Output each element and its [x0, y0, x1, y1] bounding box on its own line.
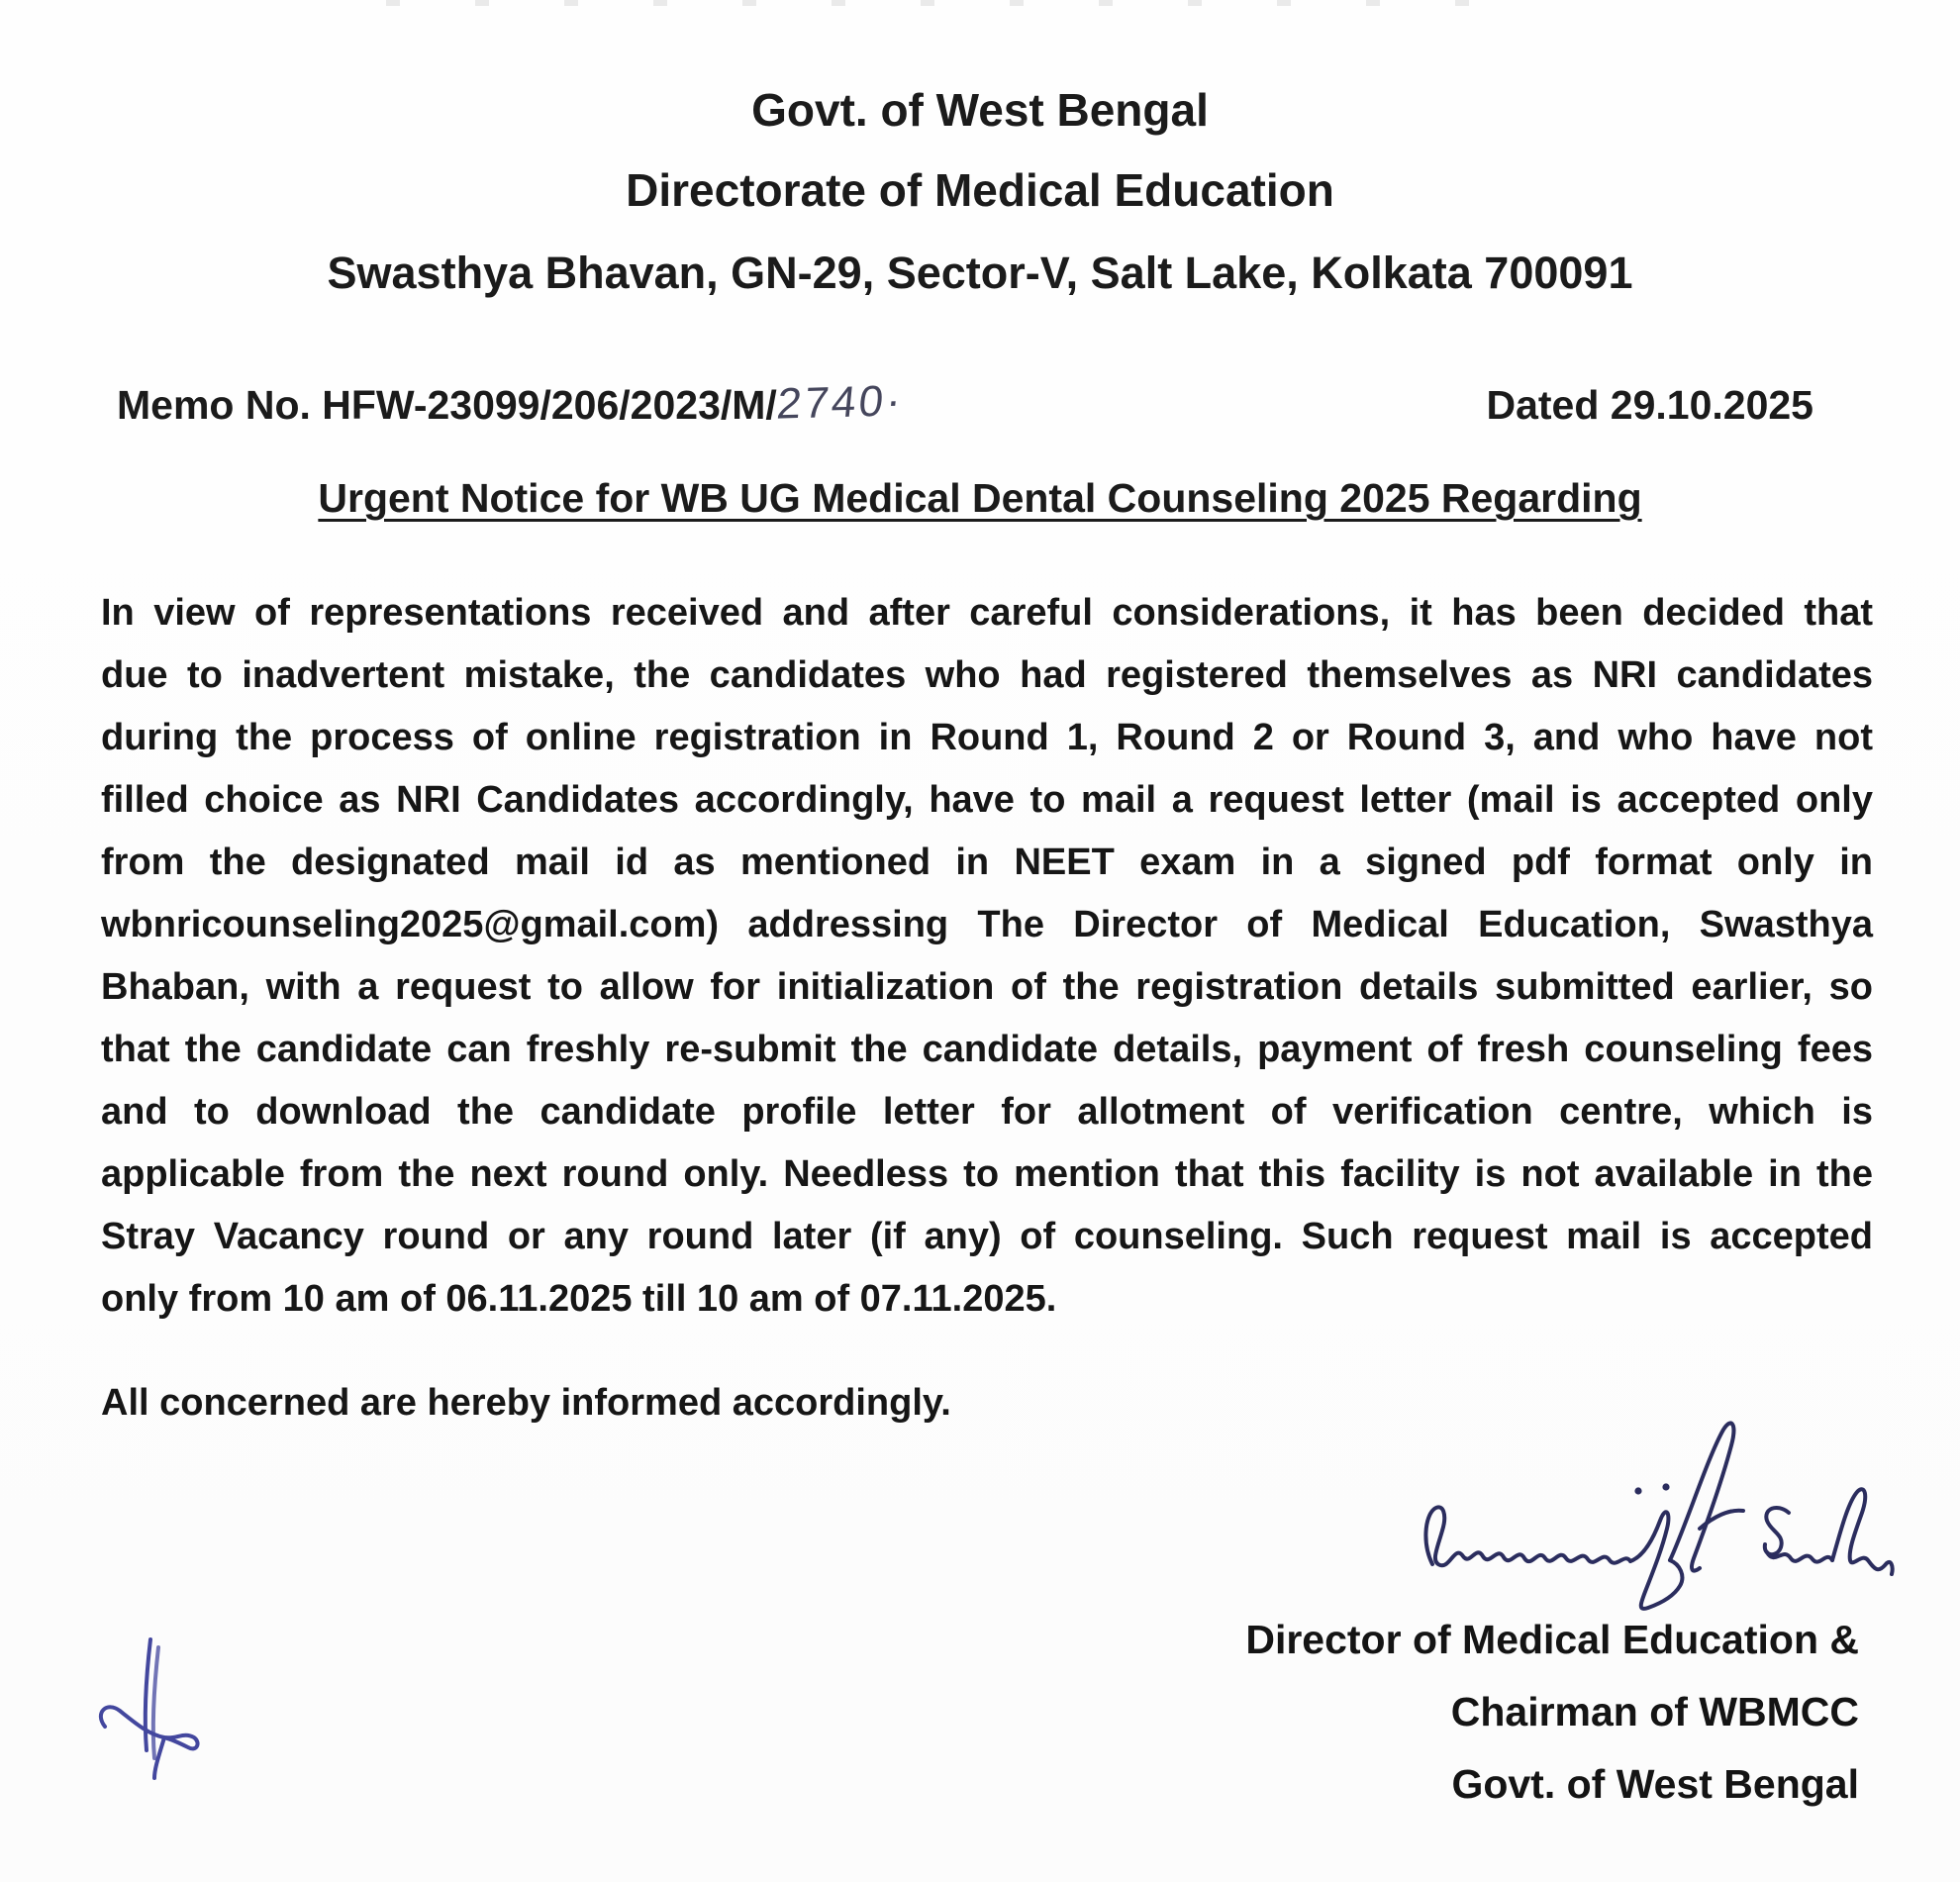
department-name: Directorate of Medical Education	[626, 164, 1334, 216]
signatory-designation: Director of Medical Education &	[1245, 1617, 1859, 1662]
notice-title: Urgent Notice for WB UG Medical Dental Counseling 2025 Regarding	[318, 475, 1642, 521]
initial-mark	[89, 1632, 218, 1790]
scan-crop-artifact	[386, 0, 1475, 6]
notice-body-line: Bhaban, with a request to allow for initialization of the registration details submitted earlier, so	[101, 966, 1873, 1008]
notice-body-line: applicable from the next round only. Needless to mention that this facility is not available in the	[101, 1153, 1873, 1195]
notice-body-line: Stray Vacancy round or any round later (if any) of counseling. Such request mail is accepted	[101, 1216, 1873, 1257]
memo-row	[117, 376, 1813, 430]
signature-image	[1411, 1418, 1901, 1621]
signatory-role: Chairman of WBMCC	[1450, 1689, 1859, 1734]
letterhead	[0, 83, 1960, 299]
notice-body-line: due to inadvertent mistake, the candidates who had registered themselves as NRI candidates	[101, 654, 1873, 696]
notice-body-line: that the candidate can freshly re-submit the candidate details, payment of fresh counseling fees	[101, 1029, 1873, 1070]
notice-body-line: and to download the candidate profile letter for allotment of verification centre, which is	[101, 1091, 1873, 1133]
memo-number-label: Memo No. HFW-23099/206/2023/M/	[117, 382, 777, 428]
notice-body-line: during the process of online registration in Round 1, Round 2 or Round 3, and who have not	[101, 717, 1873, 758]
notice-body-line: only from 10 am of 06.11.2025 till 10 am of 07.11.2025.	[101, 1278, 1057, 1320]
signatory-org: Govt. of West Bengal	[1451, 1761, 1859, 1807]
memo-date: Dated 29.10.2025	[1486, 382, 1813, 428]
notice-body	[101, 582, 1873, 1331]
address-line: Swasthya Bhavan, GN-29, Sector-V, Salt Lake, Kolkata 700091	[327, 248, 1633, 298]
notice-body-line: In view of representations received and after careful considerations, it has been decided that	[101, 592, 1873, 634]
signatory-block	[1245, 1604, 1859, 1821]
notice-body-line: from the designated mail id as mentioned in NEET exam in a signed pdf format only in	[101, 842, 1873, 883]
notice-body-line: filled choice as NRI Candidates accordingly, have to mail a request letter (mail is accepted only	[101, 779, 1873, 821]
memo-number	[117, 376, 907, 430]
memo-number-handwritten: 2740·	[774, 376, 907, 429]
closing-line: All concerned are hereby informed accordingly.	[101, 1382, 951, 1424]
org-name: Govt. of West Bengal	[751, 84, 1209, 136]
notice-body-line: wbnricounseling2025@gmail.com) addressing The Director of Medical Education, Swasthya	[101, 904, 1873, 945]
